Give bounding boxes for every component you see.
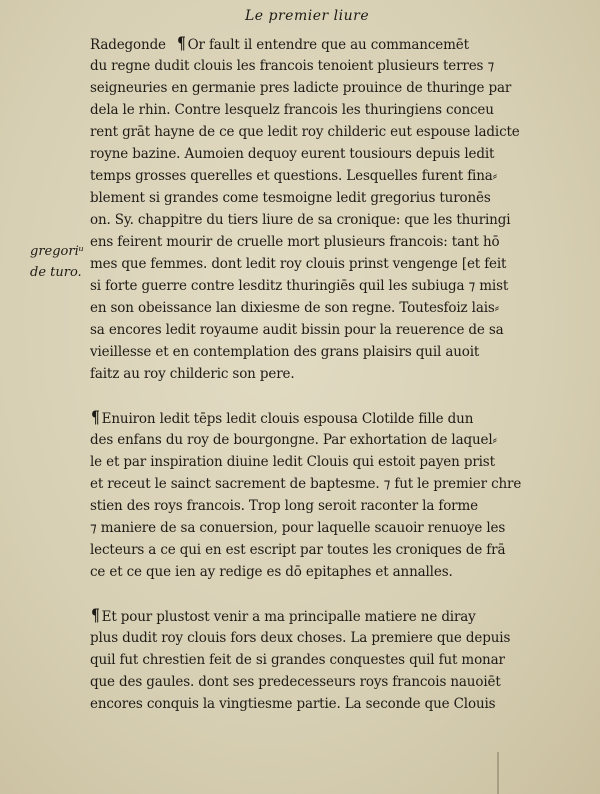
line-text: lecteurs a ce qui en est escript par toutes les croniques de frā: [90, 542, 506, 558]
text-line: [90, 561, 570, 583]
line-text: on. Sy. chappitre du tiers liure de sa cronique: que les thuringi: [90, 212, 511, 228]
text-line: [90, 341, 570, 363]
text-line: [90, 121, 570, 143]
line-text: des enfans du roy de bourgongne. Par exhortation de laquel⸗: [90, 432, 497, 448]
paragraph: [90, 407, 570, 583]
paragraph-gap: [90, 583, 570, 605]
text-line: [90, 627, 570, 649]
line-text: royne bazine. Aumoien dequoy eurent tousiours depuis ledit: [90, 146, 495, 162]
side-heading: Radegonde: [90, 37, 166, 53]
line-text: blement si grandes come tesmoigne ledit gregorius turonēs: [90, 190, 491, 206]
line-text: Enuiron ledit tēps ledit clouis espousa Clotilde fille dun: [101, 411, 474, 427]
text-line: [90, 693, 570, 715]
text-line: [90, 451, 570, 473]
running-title: Le premier liure: [245, 8, 370, 24]
text-line: [90, 363, 570, 385]
line-text: Or fault il entendre que au commancemēt: [187, 37, 469, 53]
text-line: [90, 165, 570, 187]
text-line: [90, 275, 570, 297]
line-text: du regne dudit clouis les francois tenoient plusieurs terres ⁊: [90, 58, 495, 74]
line-text: mes que femmes. dont ledit roy clouis prinst vengenge [et feit: [90, 256, 507, 272]
text-line: [90, 407, 570, 429]
page-crease: [497, 752, 499, 794]
line-text: vieillesse et en contemplation des grans plaisirs quil auoit: [90, 344, 480, 360]
text-line: [90, 319, 570, 341]
text-line: [90, 55, 570, 77]
pilcrow-mark: ¶: [91, 606, 100, 626]
line-text: ens feirent mourir de cruelle mort plusieurs francois: tant hō: [90, 234, 500, 250]
text-line: [90, 209, 570, 231]
margin-note-line: gregoriᵘ: [30, 244, 84, 259]
text-line: [90, 77, 570, 99]
text-line: [90, 517, 570, 539]
text-line: [90, 33, 570, 55]
line-text: en son obeissance lan dixiesme de son regne. Toutesfoiz lais⸗: [90, 300, 500, 316]
line-text: seigneuries en germanie pres ladicte prouince de thuringe par: [90, 80, 512, 96]
paragraph: [90, 605, 570, 715]
margin-note-line: de turo.: [30, 265, 82, 280]
line-text: dela le rhin. Contre lesquelz francois les thuringiens conceu: [90, 102, 494, 118]
text-line: [90, 671, 570, 693]
line-text: et receut le sainct sacrement de baptesme. ⁊ fut le premier chre: [90, 476, 522, 492]
text-line: [90, 605, 570, 627]
line-text: Et pour plustost venir a ma principalle matiere ne diray: [101, 609, 476, 625]
paragraph-gap: [90, 385, 570, 407]
text-line: [90, 231, 570, 253]
line-text: quil fut chrestien feit de si grandes conquestes quil fut monar: [90, 652, 505, 668]
text-line: [90, 297, 570, 319]
pilcrow-mark: ¶: [91, 408, 100, 428]
text-line: [90, 99, 570, 121]
line-text: stien des roys francois. Trop long seroit raconter la forme: [90, 498, 478, 514]
line-text: que des gaules. dont ses predecesseurs roys francois nauoiēt: [90, 674, 501, 690]
line-text: si forte guerre contre lesditz thuringiēs quil les subiuga ⁊ mist: [90, 278, 509, 294]
text-line: [90, 539, 570, 561]
text-line: [90, 253, 570, 275]
pilcrow-mark: ¶: [176, 34, 186, 54]
text-line: [90, 429, 570, 451]
line-text: ⁊ maniere de sa conuersion, pour laquelle scauoir renuoye les: [90, 520, 506, 536]
text-line: [90, 495, 570, 517]
text-line: [90, 187, 570, 209]
line-text: plus dudit roy clouis fors deux choses. La premiere que depuis: [90, 630, 511, 646]
text-line: [90, 143, 570, 165]
line-text: le et par inspiration diuine ledit Clouis qui estoit payen prist: [90, 454, 495, 470]
margin-note: [30, 241, 88, 283]
text-line: [90, 473, 570, 495]
body-text: [90, 33, 570, 715]
line-text: faitz au roy childeric son pere.: [90, 366, 295, 382]
text-line: [90, 649, 570, 671]
line-text: temps grosses querelles et questions. Lesquelles furent fina⸗: [90, 168, 498, 184]
paragraph: [90, 33, 570, 385]
line-text: rent grāt hayne de ce que ledit roy childeric eut espouse ladicte: [90, 124, 520, 140]
line-text: sa encores ledit royaume audit bissin pour la reuerence de sa: [90, 322, 504, 338]
line-text: encores conquis la vingtiesme partie. La seconde que Clouis: [90, 696, 496, 712]
line-text: ce et ce que ien ay redige es dō epitaphes et annalles.: [90, 564, 453, 580]
